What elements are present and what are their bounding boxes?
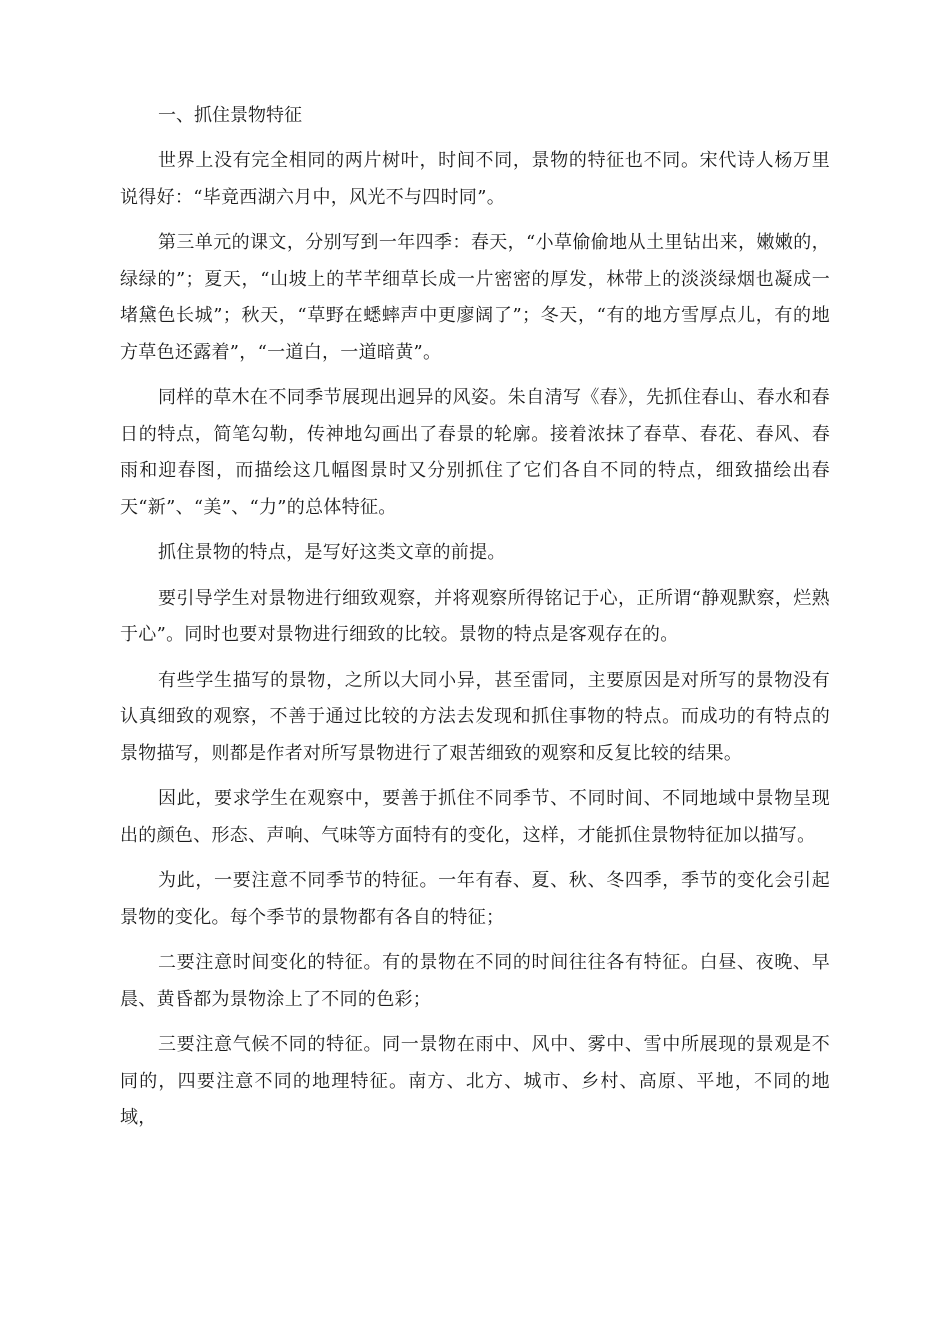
paragraph-5: 要引导学生对景物进行细致观察，并将观察所得铭记于心，正所谓“静观默察，烂熟于心”。同时也要对景物进行细致的比较。景物的特点是客观存在的。: [120, 587, 830, 645]
section-heading: 一、抓住景物特征: [158, 105, 302, 126]
paragraph-7: 因此，要求学生在观察中，要善于抓住不同季节、不同时间、不同地域中景物呈现出的颜色、形态、声响、气味等方面特有的变化，这样，才能抓住景物特征加以描写。: [120, 788, 830, 846]
paragraph-8: 为此，一要注意不同季节的特征。一年有春、夏、秋、冬四季，季节的变化会引起景物的变化。每个季节的景物都有各自的特征；: [120, 870, 830, 928]
paragraph-2: 第三单元的课文，分别写到一年四季：春天，“小草偷偷地从土里钻出来，嫩嫩的，绿绿的”；夏天，“山坡上的芊芊细草长成一片密密的厚发，林带上的淡淡绿烟也凝成一堵黛色长城”；秋天，“草野在蟋蟀声中更廖阔了”；冬天，“有的地方雪厚点儿，有的地方草色还露着”，“一道白，一道暗黄”。: [120, 232, 830, 363]
paragraph-3: 同样的草木在不同季节展现出迥异的风姿。朱自清写《春》，先抓住春山、春水和春日的特点，简笔勾勒，传神地勾画出了春景的轮廓。接着浓抹了春草、春花、春风、春雨和迎春图，而描绘这几幅图景时又分别抓住了它们各自不同的特点，细致描绘出春天“新”、“美”、“力”的总体特征。: [120, 387, 830, 518]
paragraph-6: 有些学生描写的景物，之所以大同小异，甚至雷同，主要原因是对所写的景物没有认真细致的观察，不善于通过比较的方法去发现和抓住事物的特点。而成功的有特点的景物描写，则都是作者对所写景物进行了艰苦细致的观察和反复比较的结果。: [120, 669, 830, 764]
paragraph-4: 抓住景物的特点，是写好这类文章的前提。: [158, 542, 506, 563]
paragraph-10: 三要注意气候不同的特征。同一景物在雨中、风中、雾中、雪中所展现的景观是不同的，四要注意不同的地理特征。南方、北方、城市、乡村、高原、平地，不同的地域，: [120, 1034, 830, 1128]
paragraph-9: 二要注意时间变化的特征。有的景物在不同的时间往往各有特征。白昼、夜晚、早晨、黄昏都为景物涂上了不同的色彩；: [120, 952, 830, 1010]
document-page: [120, 98, 830, 1146]
paragraph-1: 世界上没有完全相同的两片树叶，时间不同，景物的特征也不同。宋代诗人杨万里说得好：“毕竟西湖六月中，风光不与四时同”。: [120, 150, 830, 208]
